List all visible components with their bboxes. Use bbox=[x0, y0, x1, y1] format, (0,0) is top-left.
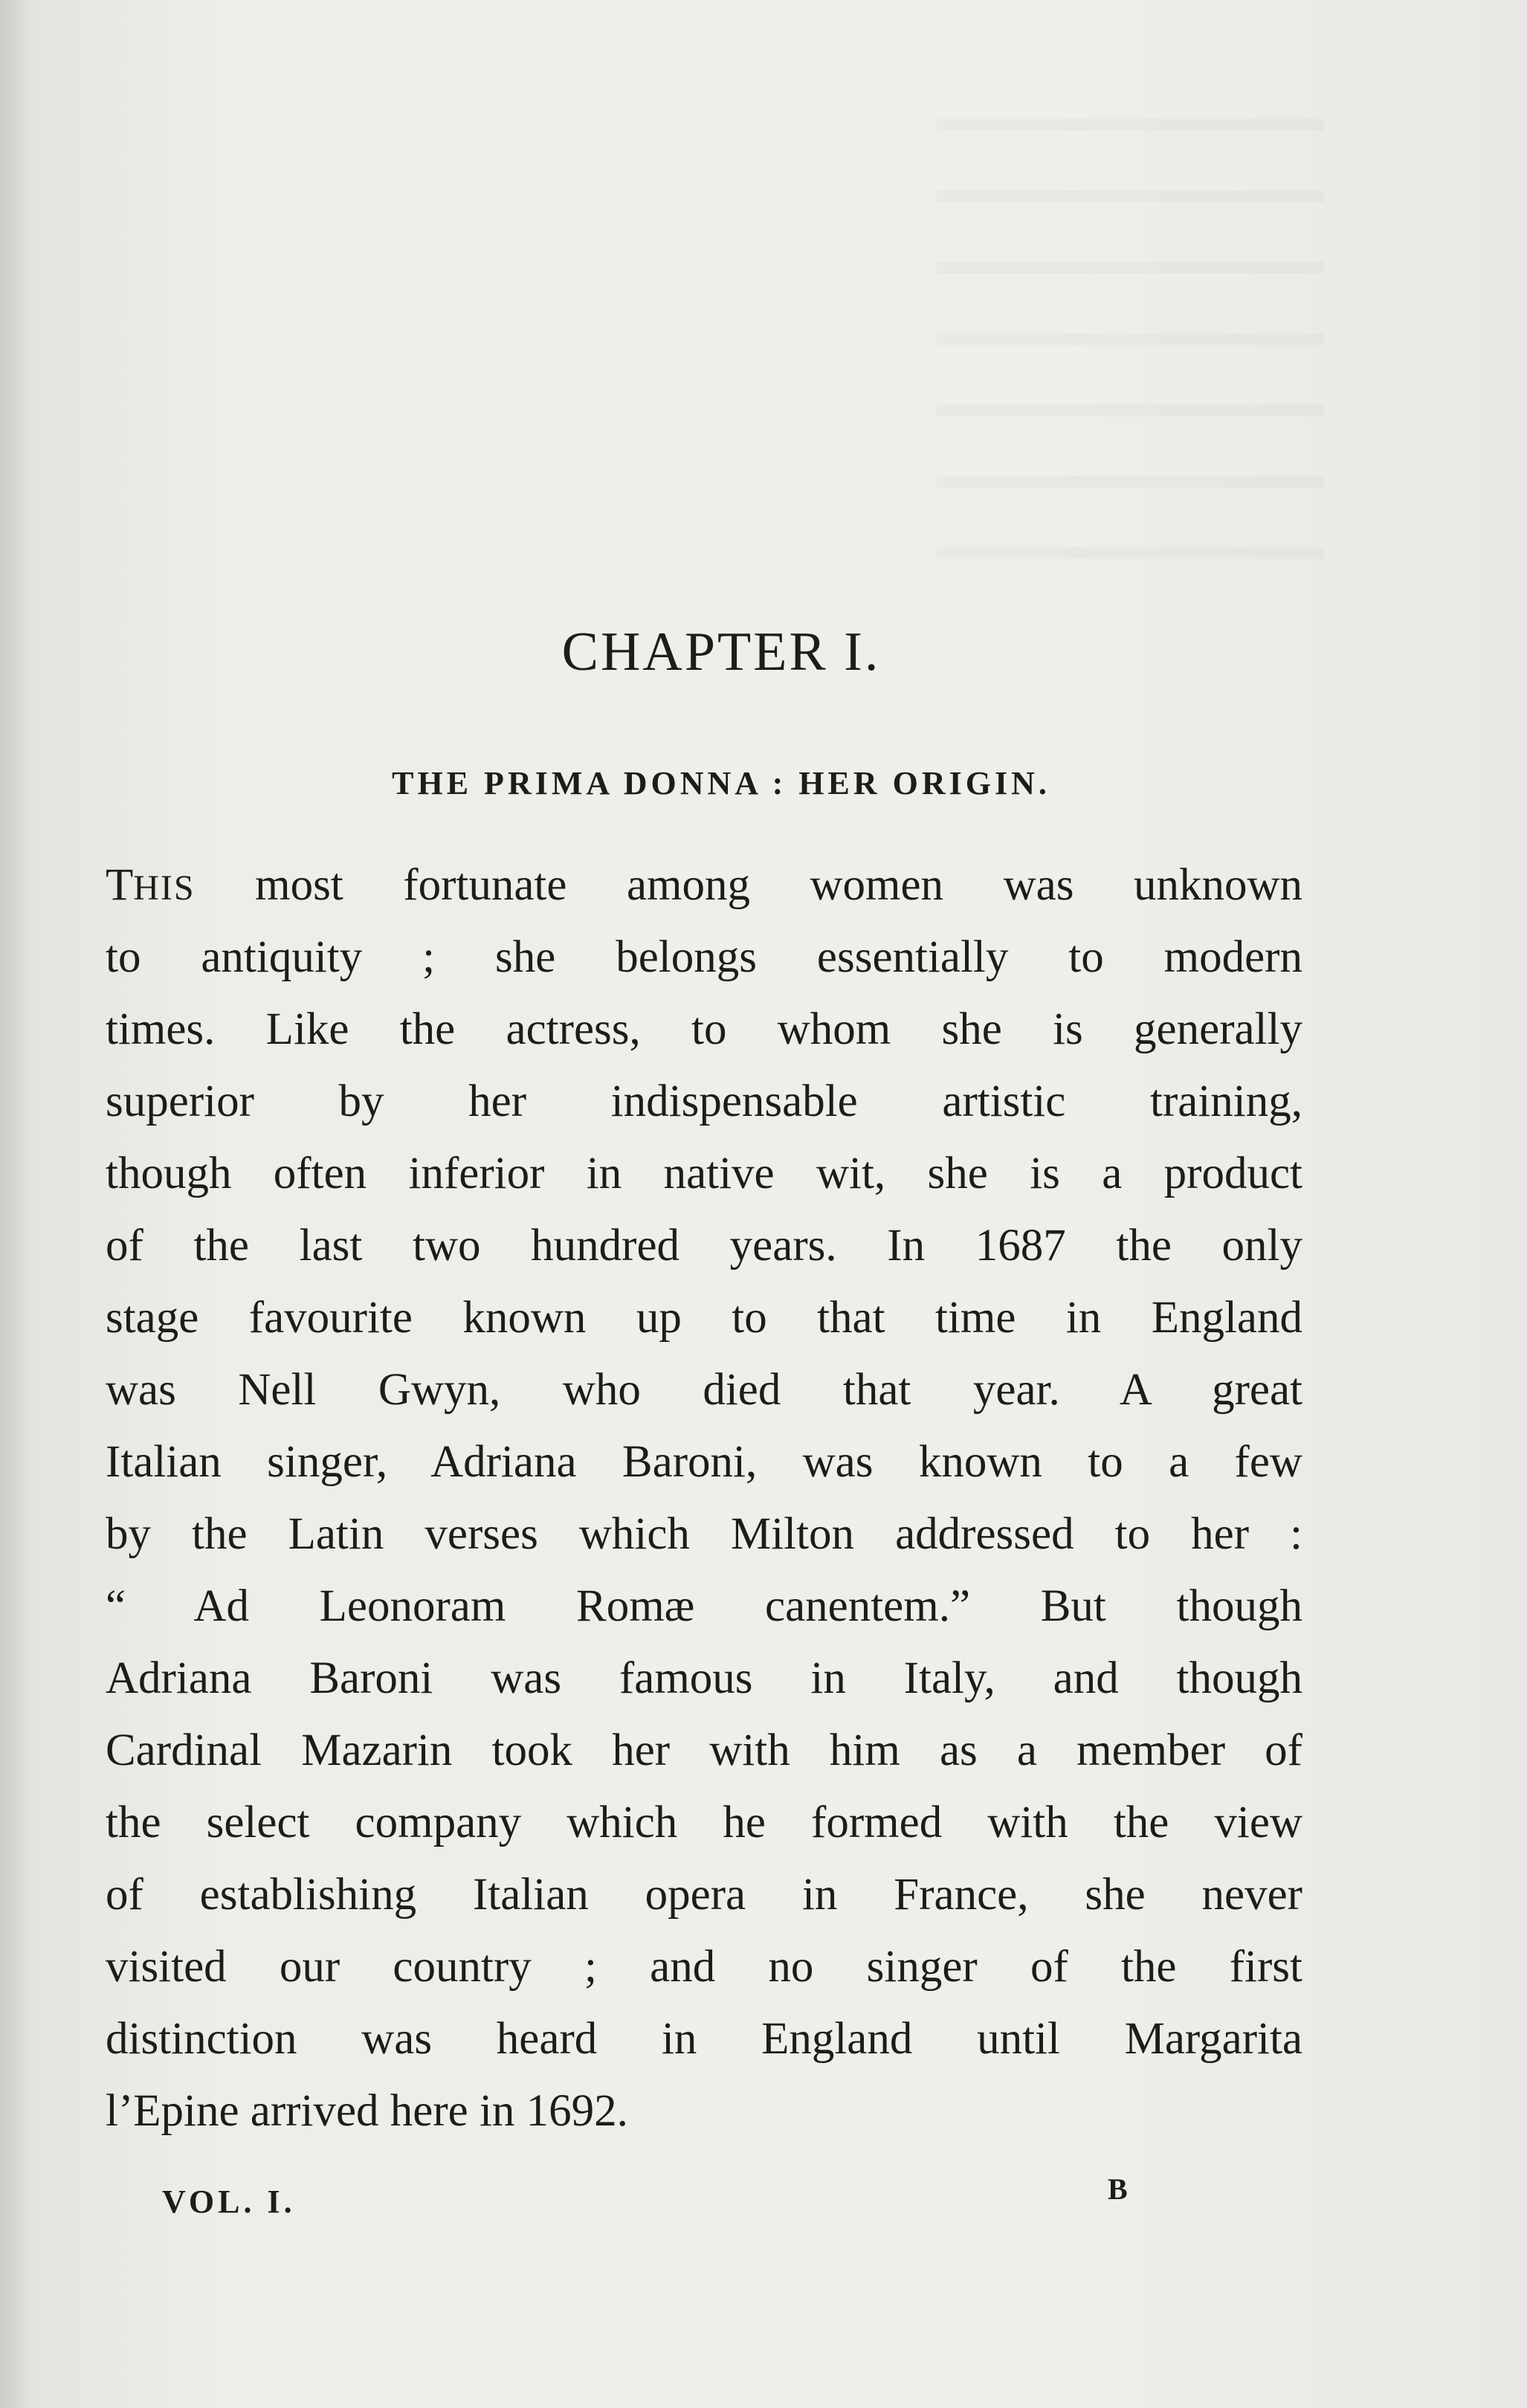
initial-word-rest: HIS bbox=[133, 868, 196, 908]
chapter-heading: CHAPTER I. bbox=[561, 622, 881, 682]
body-text bbox=[106, 849, 1302, 2147]
chapter-subtitle: THE PRIMA DONNA : HER ORIGIN. bbox=[392, 765, 1050, 801]
gutter-shadow bbox=[0, 0, 30, 2408]
text-line-11: “ Ad Leonoram Romæ canentem.” But though bbox=[106, 1581, 1302, 1631]
text-line-8: was Nell Gwyn, who died that year. A great bbox=[106, 1365, 1302, 1415]
text-line-16: visited our country ; and no singer of the first bbox=[106, 1942, 1302, 1992]
text-line-10: by the Latin verses which Milton addressed to her : bbox=[106, 1509, 1302, 1559]
initial-letter: T bbox=[106, 860, 134, 910]
text-line-7: stage favourite known up to that time in England bbox=[106, 1293, 1302, 1343]
text-line-1 bbox=[106, 849, 1302, 921]
volume-label: VOL. I. bbox=[162, 2183, 296, 2220]
text-line-13: Cardinal Mazarin took her with him as a member of bbox=[106, 1726, 1302, 1775]
signature-mark: B bbox=[1108, 2172, 1128, 2206]
text-line-6: of the last two hundred years. In 1687 the only bbox=[106, 1221, 1302, 1271]
text-line-3: times. Like the actress, to whom she is generally bbox=[106, 1004, 1302, 1054]
text-line-18: l’Epine arrived here in 1692. bbox=[106, 2086, 628, 2136]
text-line-9: Italian singer, Adriana Baroni, was known to a few bbox=[106, 1437, 1302, 1487]
text-line-1-rest: most fortunate among women was unknown bbox=[195, 860, 1302, 910]
bleed-through-text bbox=[937, 59, 1323, 580]
text-line-12: Adriana Baroni was famous in Italy, and though bbox=[106, 1653, 1302, 1703]
text-line-5: though often inferior in native wit, she is a product bbox=[106, 1149, 1302, 1198]
text-line-15: of establishing Italian opera in France, she never bbox=[106, 1870, 1302, 1920]
text-line-17: distinction was heard in England until Margarita bbox=[106, 2014, 1302, 2064]
text-line-4: superior by her indispensable artistic training, bbox=[106, 1077, 1302, 1126]
text-line-14: the select company which he formed with the view bbox=[106, 1798, 1302, 1847]
text-line-2: to antiquity ; she belongs essentially to modern bbox=[106, 932, 1302, 982]
